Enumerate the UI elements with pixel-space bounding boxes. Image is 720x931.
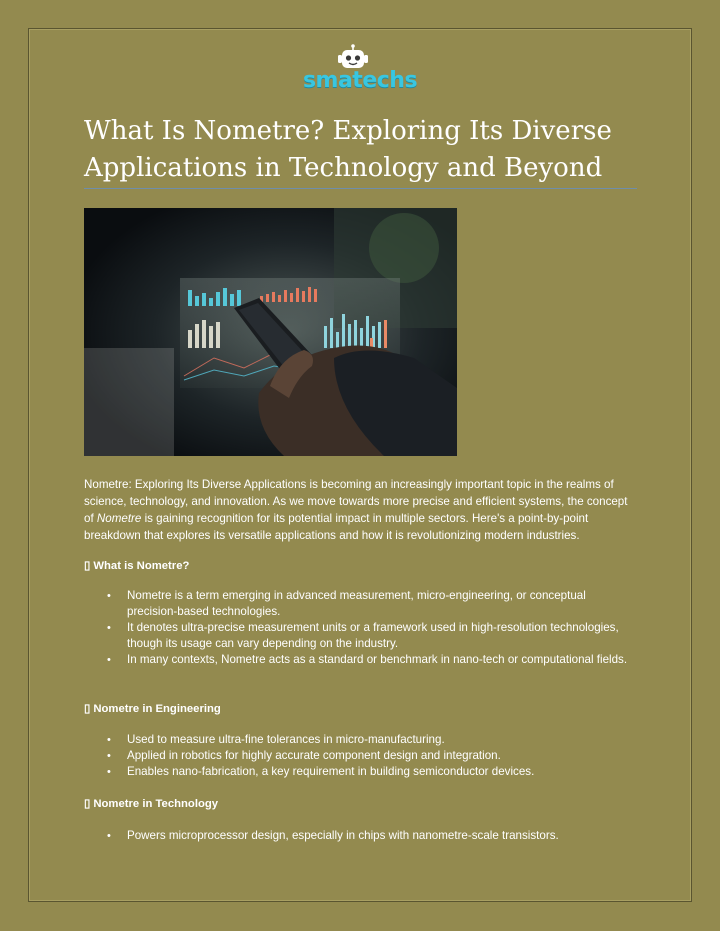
bullet-icon: • [107,734,111,746]
bullet-list-what-is [84,588,636,668]
page-title: What Is Nometre? Exploring Its Diverse Applications in Technology and Beyond [84,116,612,183]
list-item-text: Enables nano-fabrication, a key requirement in building semiconductor devices. [127,765,535,778]
list-item-text: Applied in robotics for highly accurate component design and integration. [127,749,501,762]
title-divider [84,188,637,189]
list-item [84,620,636,652]
list-item [84,748,636,764]
intro-emphasis: Nometre [96,512,142,525]
list-item [84,588,636,620]
list-item [84,652,636,668]
bullet-list-engineering [84,732,636,780]
list-item-text: Used to measure ultra-fine tolerances in micro-manufacturing. [127,733,445,746]
section-heading-engineering: ▯ Nometre in Engineering [84,703,221,715]
list-item-text: It denotes ultra-precise measurement units or a framework used in high-resolution technologies, though its usage can vary depending on the industry. [127,621,619,650]
list-item-text: In many contexts, Nometre acts as a standard or benchmark in nano-tech or computational fields. [127,653,628,666]
robot-icon [336,44,370,70]
bullet-list-technology [84,828,636,844]
section-heading-technology: ▯ Nometre in Technology [84,798,219,810]
hero-image [84,208,457,456]
bullet-icon: • [107,766,111,778]
bullet-icon: • [107,750,111,762]
list-item [84,764,636,780]
bullet-icon: • [107,590,111,602]
list-item [84,828,636,844]
section-heading-what-is: ▯ What is Nometre? [84,560,190,572]
bullet-icon: • [107,654,111,666]
logo-wordmark: smatechs [302,68,418,93]
intro-text-after: is gaining recognition for its potential impact in multiple sectors. Here's a point-by-point breakdown that explores its versatile applications and how it is revolutionizing modern industries. [84,512,589,542]
bullet-icon: • [107,830,111,842]
list-item-text: Nometre is a term emerging in advanced measurement, micro-engineering, or conceptual precision-based technologies. [127,589,586,618]
intro-paragraph [84,476,636,544]
list-item [84,732,636,748]
brand-logo[interactable] [290,44,430,96]
bullet-icon: • [107,622,111,634]
intro-text-before: Nometre: Exploring Its Diverse Applications is becoming an increasingly important topic in the realms of science, technology, and innovation. As we move towards more precise and efficient systems, the concept of [84,478,628,525]
list-item-text: Powers microprocessor design, especially in chips with nanometre-scale transistors. [127,829,559,842]
